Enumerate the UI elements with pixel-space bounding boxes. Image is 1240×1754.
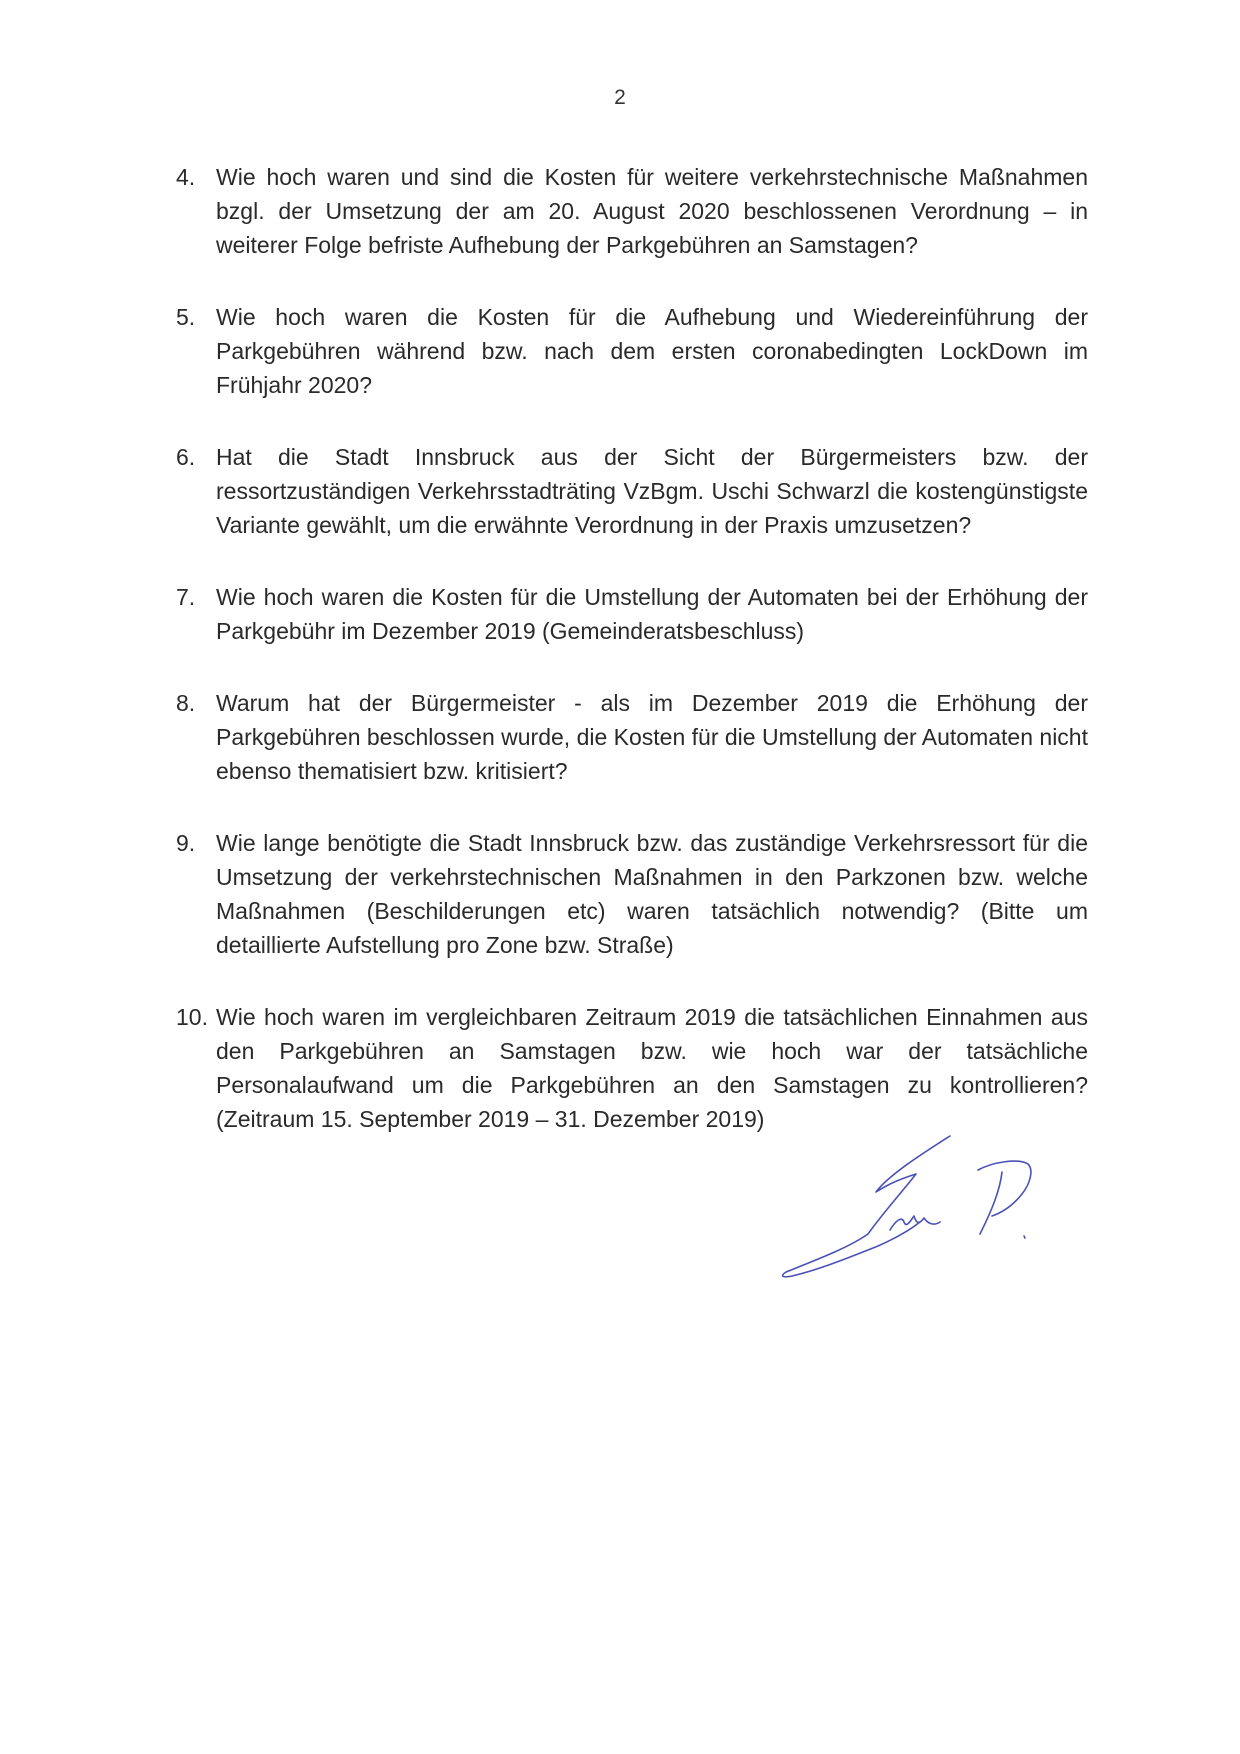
handwritten-signature [778, 1130, 1058, 1280]
question-text: Wie hoch waren die Kosten für die Aufhebung und Wiedereinführung der Parkgebühren während bzw. nach dem ersten coronabedingten LockDown im Frühjahr 2020? [216, 304, 1088, 398]
question-item-6 [176, 440, 1088, 542]
question-number: 8. [176, 690, 196, 716]
question-text: Wie hoch waren die Kosten für die Umstellung der Automaten bei der Erhöhung der Parkgebühr im Dezember 2019 (Gemeinderatsbeschluss) [216, 584, 1088, 644]
signature-stroke-j [978, 1161, 1031, 1216]
question-text: Wie lange benötigte die Stadt Innsbruck bzw. das zuständige Verkehrsressort für die Umsetzung der verkehrstechnischen Maßnahmen in den Parkzonen bzw. welche Maßnahmen (Beschilderungen etc) waren tatsächlich notwendig? (Bitte um detaillierte Aufstellung pro Zone bzw. Straße) [216, 830, 1088, 958]
question-item-10 [176, 1000, 1088, 1136]
question-list [176, 160, 1088, 1174]
question-text: Wie hoch waren und sind die Kosten für weitere verkehrstechnische Maßnahmen bzgl. der Umsetzung der am 20. August 2020 beschlossenen Verordnung – in weiterer Folge befriste Aufhebung der Parkgebühren an Samstagen? [216, 164, 1088, 258]
question-item-8 [176, 686, 1088, 788]
question-item-4 [176, 160, 1088, 262]
question-item-7 [176, 580, 1088, 648]
question-number: 5. [176, 304, 196, 330]
question-text: Warum hat der Bürgermeister - als im Dezember 2019 die Erhöhung der Parkgebühren beschlossen wurde, die Kosten für die Umstellung der Automaten nicht ebenso thematisiert bzw. kritisiert? [216, 690, 1088, 784]
signature-stroke-dot [1024, 1236, 1025, 1238]
question-number: 10. [176, 1004, 208, 1030]
question-item-9 [176, 826, 1088, 962]
question-number: 4. [176, 164, 196, 190]
question-text: Wie hoch waren im vergleichbaren Zeitraum 2019 die tatsächlichen Einnahmen aus den Parkgebühren an Samstagen bzw. wie hoch war der tatsächliche Personalaufwand um die Parkgebühren an den Samstagen zu kontrollieren? (Zeitraum 15. September 2019 – 31. Dezember 2019) [216, 1004, 1088, 1132]
question-number: 7. [176, 584, 196, 610]
signature-stroke-letters [890, 1216, 940, 1230]
question-text: Hat die Stadt Innsbruck aus der Sicht der Bürgermeisters bzw. der ressortzuständigen Verkehrsstadträting VzBgm. Uschi Schwarzl die kostengünstigste Variante gewählt, um die erwähnte Verordnung in der Praxis umzusetzen? [216, 444, 1088, 538]
question-number: 6. [176, 444, 196, 470]
signature-stroke-j-stem [980, 1172, 1002, 1234]
question-number: 9. [176, 830, 196, 856]
page-number: 2 [614, 86, 626, 109]
question-item-5 [176, 300, 1088, 402]
signature-stroke-main [783, 1136, 950, 1277]
